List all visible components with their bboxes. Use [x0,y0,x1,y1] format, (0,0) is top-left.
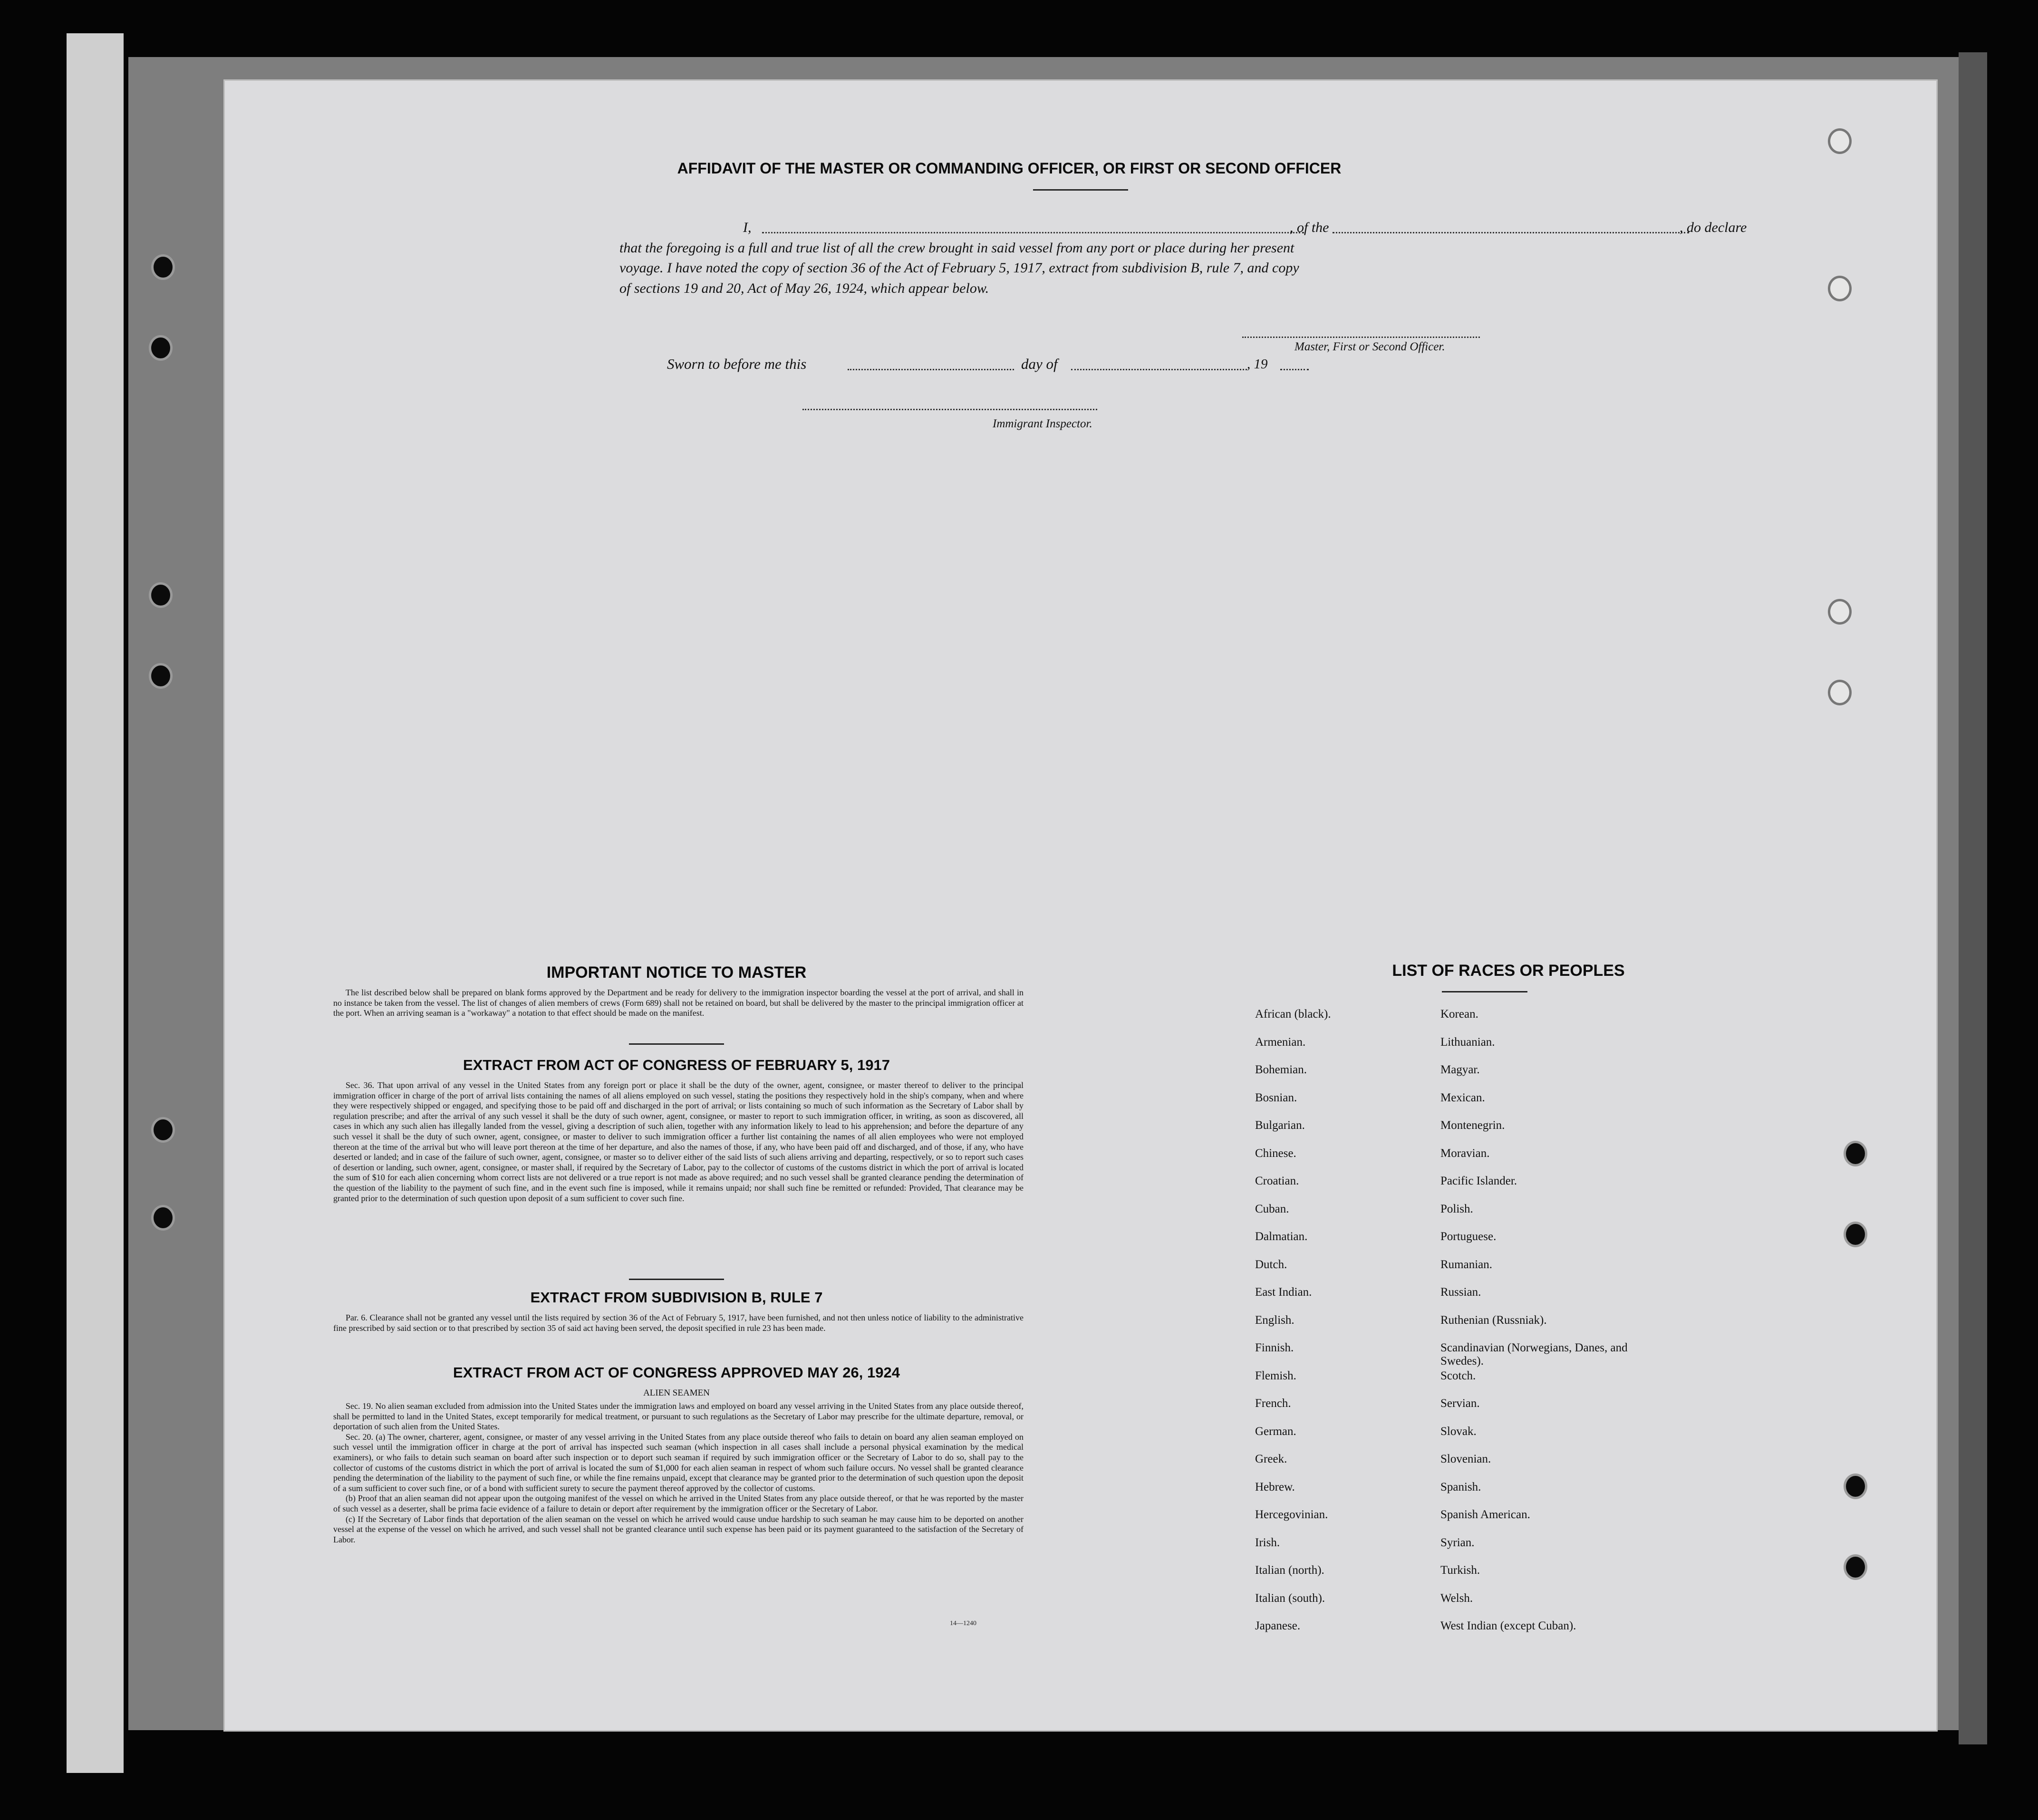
race-item: Dutch. [1255,1258,1287,1271]
race-item: Dalmatian. [1255,1230,1308,1243]
notice-title: IMPORTANT NOTICE TO MASTER [546,963,807,982]
race-item: Pacific Islander. [1440,1175,1517,1187]
divider [1033,189,1128,191]
race-item: Rumanian. [1440,1258,1493,1271]
race-item: African (black). [1255,1008,1331,1021]
section-20b-paragraph: (b) Proof that an alien seaman did not appear upon the outgoing manifest of the vessel on which he arrived in the United States from any place outside thereof, or that he was reported by the master of such vessel as a deserter, shall be prima facie evidence of a failure to detain or deport after requirement by the immigration officer or the Secretary of Labor. [333,1493,1024,1513]
race-item: Bohemian. [1255,1063,1307,1076]
race-item: Welsh. [1440,1591,1473,1605]
race-item: Hebrew. [1255,1480,1295,1493]
punch-hole [151,1205,175,1231]
affidavit-of-the: , of the [1290,220,1329,235]
extract-1924-text [333,1401,1024,1545]
extract-1924-title: EXTRACT FROM ACT OF CONGRESS APPROVED MAY 26, 1924 [453,1364,900,1381]
divider [629,1043,724,1045]
inspector-label: Immigrant Inspector. [993,417,1092,430]
punch-hole [151,1117,175,1143]
alien-seamen-subtitle: ALIEN SEAMEN [643,1388,710,1398]
race-item: Armenian. [1255,1035,1306,1049]
race-item: Montenegrin. [1440,1119,1505,1132]
race-item: Portuguese. [1440,1230,1497,1243]
punch-hole [1828,680,1852,705]
race-item: Greek. [1255,1453,1287,1465]
race-item: French. [1255,1397,1291,1410]
race-item: Servian. [1440,1397,1480,1410]
notice-text [333,988,1024,1019]
affidavit-line-2: that the foregoing is a full and true list of all the crew brought in said vessel from any port or place during her present [619,240,1294,256]
section-20c-paragraph: (c) If the Secretary of Labor finds that deportation of the alien seaman on the vessel on which he arrived would cause undue hardship to such seaman he may cause him to be deported on another vessel at the expense of the vessel on which he arrived, and such vessel shall not be granted clearance until such expense has been paid or its payment guaranteed to the satisfaction of the Secretary of Labor. [333,1514,1024,1544]
section-19-paragraph: Sec. 19. No alien seaman excluded from admission into the United States under the immigration laws and employed on board any vessel arriving in the United States from any place outside thereof, shall be permitted to land in the United States, except temporarily for medical treatment, or pursuant to such regulations as the Secretary of Labor may prescribe for the ultimate departure, removal, or deportation of such alien from the United States. [333,1401,1024,1432]
extract-1917-title: EXTRACT FROM ACT OF CONGRESS OF FEBRUARY 5, 1917 [463,1057,890,1073]
punch-hole [1828,276,1852,301]
race-item: Lithuanian. [1440,1035,1495,1049]
race-item: Polish. [1440,1202,1473,1215]
punch-hole [1844,1222,1867,1247]
race-item: Syrian. [1440,1536,1475,1549]
punch-hole [1828,128,1852,154]
affidavit-i-label: I, [743,220,752,235]
section-36-paragraph: Sec. 36. That upon arrival of any vessel in the United States from any foreign port or place it shall be the duty of the owner, agent, consignee, or master thereof to deliver to the principal immigration officer in charge of the port of arrival lists containing the names of all aliens employed on such vessel, stating the positions they respectively hold in the ship's company, when and where they were respectively shipped or engaged, and specifying those to be paid off and discharged in the port of arrival; or lists containing so much of such information as the Secretary of Labor shall by regulation prescribe; and after the arrival of any such vessel it shall be the duty of such owner, agent, consignee, or master to report to such immigration officer, in writing, as soon as discovered, all cases in which any such alien has illegally landed from the vessel, giving a description of such alien, together with any information likely to lead to his apprehension; and before the departure of any such vessel it shall be the duty of such owner, agent, consignee, or master to deliver to such immigration officer a further list containing the names of all alien employees who were not employed thereon at the time of the arrival but who will leave port thereon at the time of her departure, and also the names of those, if any, who have been paid off and discharged, and of those, if any, who have deserted or landed; and in case of the failure of such owner, agent, consignee, or master so to deliver either of the said lists of such aliens arriving and departing, respectively, or so to report such cases of desertion or landing, such owner, agent, consignee, or master shall, if required by the Secretary of Labor, pay to the collector of customs of the customs district in which the port of arrival is located the sum of $10 for each alien concerning whom correct lists are not delivered or a true report is not made as above required; and no such vessel shall be granted clearance pending the determination of the question of the liability to the payment of such fine, and in the event such fine is imposed, while it remains unpaid; nor shall such fine be remitted or refunded: Provided, That clearance may be granted prior to the determination of such question upon deposit of a sum sufficient to cover such fine. [333,1080,1024,1203]
year-label: , 19 [1247,356,1268,372]
race-item: Flemish. [1255,1369,1296,1382]
sworn-month-blank [1071,369,1247,370]
races-title: LIST OF RACES OR PEOPLES [1392,962,1625,980]
race-item: Hercegovinian. [1255,1508,1328,1521]
underlying-page-left [67,33,124,1773]
race-item: Croatian. [1255,1175,1299,1187]
punch-hole [149,582,173,608]
race-item: English. [1255,1313,1294,1327]
divider [1442,991,1527,992]
race-item: Ruthenian (Russniak). [1440,1313,1547,1327]
punch-hole [1844,1473,1867,1499]
punch-hole [1844,1141,1867,1166]
race-item: Slovenian. [1440,1453,1491,1465]
master-signature-label: Master, First or Second Officer. [1294,340,1445,353]
punch-hole [1828,599,1852,625]
race-item: Italian (south). [1255,1591,1325,1605]
race-item: West Indian (except Cuban). [1440,1619,1576,1632]
section-20a-paragraph: Sec. 20. (a) The owner, charterer, agent, consignee, or master of any vessel arriving in the United States from any place outside thereof who fails to detain on board any alien seaman employed on such vessel until the immigration officer in charge at the port of arrival has inspected such seaman (which inspection in all cases shall include a personal physical examination by the medical examiners), or who fails to detain such seaman on board after such inspection or to deport such seaman if required by such immigration officer or the Secretary of Labor to do so, shall pay to the collector of customs of the customs district in which the port of arrival is located the sum of $1,000 for each alien seaman in respect of whom such failure occurs. No vessel shall be granted clearance pending the determination of the liability to the payment of such fine, or while the fine remains unpaid, except that clearance may be granted prior to the determination of such question upon the deposit of a sum sufficient to cover such fine, or of a bond with sufficient surety to secure the payment thereof approved by the collector of customs. [333,1432,1024,1493]
affidavit-line-4: of sections 19 and 20, Act of May 26, 1924, which appear below. [619,280,989,296]
race-item: Italian (north). [1255,1564,1324,1577]
race-item: German. [1255,1425,1296,1438]
affidavit-line-3: voyage. I have noted the copy of section 36 of the Act of February 5, 1917, extract from subdivision B, rule 7, and copy [619,260,1299,276]
document-page [225,81,1936,1730]
extract-1917-text [333,1080,1024,1204]
name-blank [762,232,1304,233]
race-item: Moravian. [1440,1146,1490,1160]
sworn-label: Sworn to before me this [667,356,807,372]
rule-7-title: EXTRACT FROM SUBDIVISION B, RULE 7 [530,1289,823,1306]
race-item: Russian. [1440,1286,1481,1299]
race-item: East Indian. [1255,1286,1312,1299]
punch-hole [1844,1554,1867,1580]
punch-hole [149,335,173,361]
master-signature-line [1242,337,1480,338]
race-item: Bulgarian. [1255,1119,1305,1132]
affidavit-do-declare: , do declare [1680,220,1747,235]
punch-hole [149,663,173,689]
paragraph-6: Par. 6. Clearance shall not be granted any vessel until the lists required by section 36 of the Act of February 5, 1917, have been furnished, and not then unless notice of liability to the administrative fine prescribed by said section or to that prescribed by section 35 of said act having been served, the deposit specified in rule 23 has been made. [333,1313,1024,1333]
race-item: Turkish. [1440,1564,1480,1577]
races-column-2 [1440,1008,1659,1647]
race-item: Cuban. [1255,1202,1289,1215]
race-item: Korean. [1440,1008,1478,1021]
punch-hole [151,254,175,280]
form-number: 14—1240 [950,1620,976,1627]
sworn-day-blank [848,369,1014,370]
race-item: Spanish American. [1440,1508,1530,1521]
sworn-year-blank [1280,369,1309,370]
race-item: Chinese. [1255,1146,1296,1160]
day-of-label: day of [1021,356,1058,372]
race-item: Mexican. [1440,1091,1485,1104]
race-item: Magyar. [1440,1063,1480,1076]
race-item: Spanish. [1440,1480,1481,1493]
race-item: Finnish. [1255,1341,1294,1354]
notice-paragraph: The list described below shall be prepared on blank forms approved by the Department and be ready for delivery to the immigration inspector boarding the vessel at the port of arrival, and shall in no instance be taken from the vessel. The list of changes of alien members of crews (Form 689) shall not be retained on board, but shall be delivered by the master to the principal immigration officer at the port. When an arriving seaman is a "workaway" a notation to that effect should be made on the manifest. [333,988,1024,1018]
races-column-1 [1255,1008,1331,1647]
race-item: Scotch. [1440,1369,1476,1382]
race-item: Scandinavian (Norwegians, Danes, and Swedes). [1440,1341,1628,1367]
divider [629,1279,724,1280]
race-item: Irish. [1255,1536,1280,1549]
race-item: Bosnian. [1255,1091,1297,1104]
race-item: Japanese. [1255,1619,1301,1632]
race-item: Slovak. [1440,1425,1477,1438]
vessel-blank [1333,232,1689,233]
underlying-page-right [1959,52,1987,1744]
inspector-signature-line [802,409,1097,410]
rule-7-text [333,1313,1024,1333]
affidavit-title: AFFIDAVIT OF THE MASTER OR COMMANDING OFFICER, OR FIRST OR SECOND OFFICER [677,160,1342,177]
